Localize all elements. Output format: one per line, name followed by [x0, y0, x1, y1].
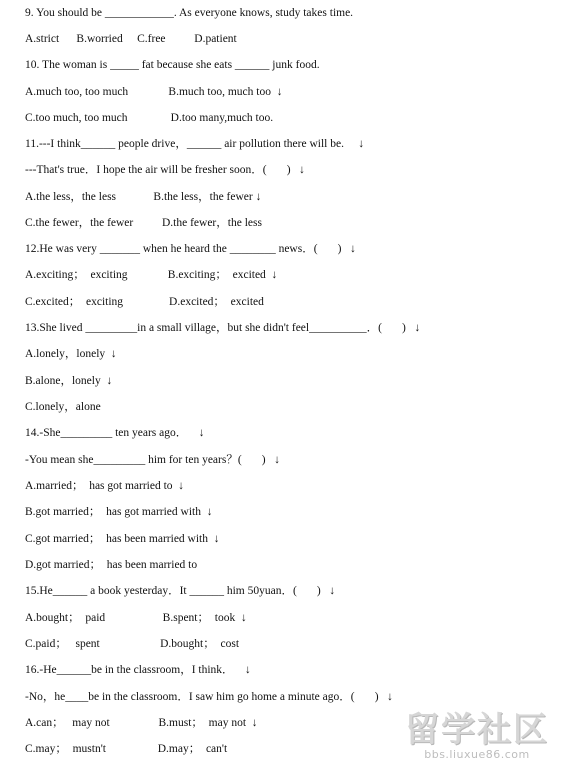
question-12-stem: 12.He was very _______ when he heard the ________ news．( ) ↓: [25, 243, 356, 255]
question-11-options-cd: C.the fewer，the fewer D.the fewer，the less: [25, 217, 265, 229]
question-13-option-a: A.lonely，lonely ↓: [25, 348, 117, 360]
question-16-stem: 16.-He______be in the classroom，I think． ↓: [25, 664, 251, 676]
question-14-option-a: A.married； has got married to ↓: [25, 480, 185, 492]
question-12-options-cd: C.excited； exciting D.excited； excited: [25, 296, 267, 308]
question-14-option-b: B.got married； has got married with ↓: [25, 506, 213, 518]
question-15-options-ab: A.bought； paid B.spent； took ↓: [25, 612, 247, 624]
question-11-reply: ---That's true．I hope the air will be fresher soon．( ) ↓: [25, 164, 305, 176]
question-13-option-b: B.alone，lonely ↓: [25, 375, 113, 387]
question-10-stem: 10. The woman is _____ fat because she eats ______ junk food.: [25, 59, 323, 71]
question-14-reply: -You mean she_________ him for ten years？( ) ↓: [25, 454, 280, 466]
question-16-options-cd: C.may； mustn't D.may； can't: [25, 743, 231, 755]
question-13-option-c: C.lonely，alone: [25, 401, 104, 413]
question-12-options-ab: A.exciting； exciting B.exciting； excited ↓: [25, 269, 278, 281]
site-watermark: [397, 711, 557, 763]
question-15-options-cd: C.paid； spent D.bought； cost: [25, 638, 242, 650]
question-10-options-ab: A.much too, too much B.much too, much too ↓: [25, 86, 283, 98]
question-9-options: A.strict B.worried C.free D.patient: [25, 33, 240, 45]
question-13-stem: 13.She lived _________in a small village，but she didn't feel__________．( ) ↓: [25, 322, 421, 334]
watermark-logo-text: 留学社区: [405, 710, 549, 750]
question-11-options-ab: A.the less，the less B.the less，the fewer ↓: [25, 191, 262, 203]
question-14-option-c: C.got married； has been married with ↓: [25, 533, 220, 545]
question-14-stem: 14.-She_________ ten years ago． ↓: [25, 427, 205, 439]
question-9-stem: 9. You should be ____________. As everyone knows, study takes time.: [25, 7, 356, 19]
question-14-option-d: D.got married； has been married to: [25, 559, 200, 571]
question-11-stem: 11.---I think______ people drive，______ air pollution there will be. ↓: [25, 138, 365, 150]
question-16-reply: -No，he____be in the classroom．I saw him go home a minute ago．( ) ↓: [25, 691, 393, 703]
question-15-stem: 15.He______ a book yesterday．It ______ him 50yuan．( ) ↓: [25, 585, 336, 597]
watermark-url: bbs.liuxue86.com: [424, 748, 530, 761]
question-16-options-ab: A.can； may not B.must； may not ↓: [25, 717, 258, 729]
question-10-options-cd: C.too much, too much D.too many,much too.: [25, 112, 276, 124]
